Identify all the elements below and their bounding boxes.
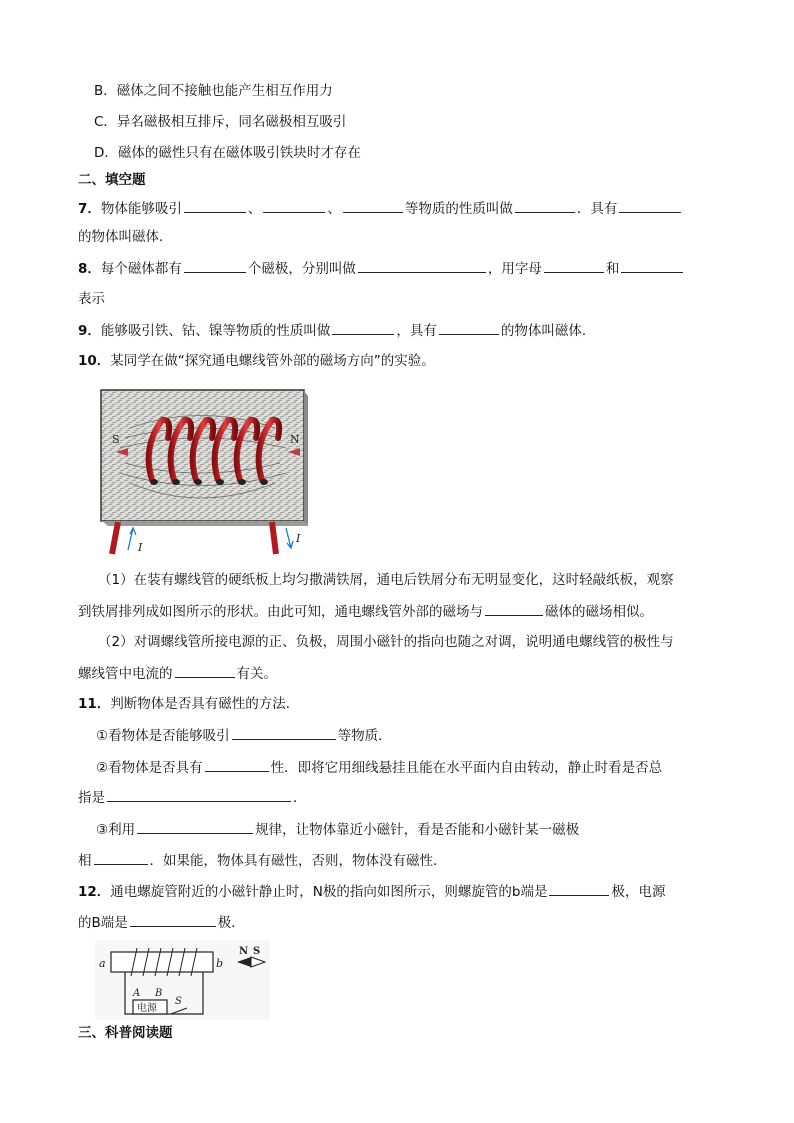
circled-two-icon: ② bbox=[96, 760, 109, 776]
question-text: 极，电源 bbox=[611, 884, 666, 900]
question-text: 判断物体是否具有磁性的方法． bbox=[110, 696, 300, 712]
question-text: 的物体叫磁体． bbox=[500, 323, 596, 339]
answer-blank[interactable] bbox=[205, 757, 269, 772]
question-text: 等物质的性质叫做 bbox=[404, 201, 513, 217]
option-b: B．磁体之间不接触也能产生相互作用力 bbox=[94, 83, 333, 99]
question-number: 8． bbox=[78, 261, 101, 277]
power-supply-label: 电源 bbox=[137, 1003, 157, 1014]
question-7 bbox=[78, 198, 683, 219]
current-label-left: I bbox=[138, 541, 143, 554]
answer-blank[interactable] bbox=[107, 787, 291, 802]
answer-blank[interactable] bbox=[619, 198, 681, 213]
answer-blank[interactable] bbox=[232, 725, 336, 740]
question-number: 12． bbox=[78, 884, 111, 900]
compass-n-label: N bbox=[239, 946, 249, 957]
answer-blank[interactable] bbox=[94, 850, 148, 865]
question-text: 物体能够吸引 bbox=[100, 201, 182, 217]
question-text: 的B端是 bbox=[78, 915, 128, 931]
question-text: 看物体是否具有 bbox=[108, 760, 203, 776]
question-7-cont: 的物体叫磁体． bbox=[78, 229, 173, 245]
answer-blank[interactable] bbox=[515, 198, 575, 213]
question-text: ．具有 bbox=[576, 201, 618, 217]
end-a-label: a bbox=[99, 957, 106, 970]
question-8 bbox=[78, 258, 685, 279]
cardboard-board bbox=[101, 390, 304, 521]
question-10 bbox=[78, 351, 435, 371]
question-10-part2a: （2）对调螺线管所接电源的正、负极，周围小磁针的指向也随之对调，说明通电螺线管的极性与 bbox=[98, 634, 674, 650]
answer-blank[interactable] bbox=[544, 258, 604, 273]
answer-blank[interactable] bbox=[263, 198, 325, 213]
question-number: 9． bbox=[78, 323, 101, 339]
separator: 、 bbox=[247, 201, 262, 217]
question-text: ，用字母 bbox=[487, 261, 542, 277]
question-9 bbox=[78, 320, 595, 341]
question-text: 等物质． bbox=[337, 728, 392, 744]
question-text: 有关。 bbox=[236, 666, 277, 682]
question-text: 个磁极，分别叫做 bbox=[247, 261, 356, 277]
question-text: ，具有 bbox=[396, 323, 437, 339]
question-11-item3-cont bbox=[78, 850, 447, 871]
question-12-cont bbox=[78, 912, 245, 933]
answer-blank[interactable] bbox=[549, 881, 609, 896]
question-number: 10． bbox=[78, 353, 111, 369]
question-number: 7． bbox=[78, 201, 101, 217]
answer-blank[interactable] bbox=[485, 601, 543, 616]
current-arrow-right-icon bbox=[286, 528, 293, 548]
solenoid-circuit-figure bbox=[95, 940, 270, 1020]
circled-three-icon: ③ bbox=[96, 822, 109, 838]
question-text: 性．即将它用细线悬挂且能在水平面内自由转动，静止时看是否总 bbox=[270, 760, 663, 776]
question-10-part2b bbox=[78, 663, 277, 684]
option-d: D．磁体的磁性只有在磁体吸引铁块时才存在 bbox=[94, 145, 361, 161]
question-10-part1a: （1）在装有螺线管的硬纸板上均匀撒满铁屑，通电后铁屑分布无明显变化，这时轻敲纸板，观察 bbox=[98, 572, 674, 588]
lead-wire-right bbox=[272, 522, 276, 554]
circled-one-icon: ① bbox=[96, 728, 109, 744]
question-text: 到铁屑排列成如图所示的形状。由此可知，通电螺线管外部的磁场与 bbox=[78, 604, 483, 620]
question-text: 指是 bbox=[78, 790, 105, 806]
answer-blank[interactable] bbox=[439, 320, 499, 335]
answer-blank[interactable] bbox=[130, 912, 216, 927]
question-text: 磁体的磁场相似。 bbox=[545, 604, 653, 620]
section-heading-reading: 三、科普阅读题 bbox=[78, 1025, 173, 1041]
current-label-right: I bbox=[296, 532, 301, 545]
solenoid-core bbox=[111, 952, 213, 972]
compass-s-label: S bbox=[253, 946, 261, 957]
question-text: 每个磁体都有 bbox=[100, 261, 182, 277]
pole-s-label: S bbox=[112, 433, 120, 446]
answer-blank[interactable] bbox=[175, 663, 235, 678]
solenoid-iron-filings-figure bbox=[100, 388, 312, 556]
answer-blank[interactable] bbox=[137, 819, 253, 834]
question-text: ．如果能，物体具有磁性，否则，物体没有磁性． bbox=[149, 853, 447, 869]
question-11-item2 bbox=[96, 757, 662, 778]
question-text: 规律，让物体靠近小磁针，看是否能和小磁针某一磁极 bbox=[255, 822, 580, 838]
separator: 、 bbox=[327, 201, 341, 217]
question-text: 相 bbox=[78, 853, 92, 869]
terminal-b-label: B bbox=[155, 988, 163, 999]
question-11-item2-cont bbox=[78, 787, 307, 808]
question-11 bbox=[78, 694, 299, 714]
question-text: 通电螺旋管附近的小磁针静止时，N极的指向如图所示，则螺旋管的b端是 bbox=[110, 884, 548, 900]
question-12 bbox=[78, 881, 665, 902]
answer-blank[interactable] bbox=[343, 198, 403, 213]
end-b-label: b bbox=[216, 957, 224, 970]
question-text: 看物体是否能够吸引 bbox=[108, 728, 230, 744]
switch-label: S bbox=[175, 996, 182, 1007]
option-c: C．异名磁极相互排斥，同名磁极相互吸引 bbox=[94, 114, 347, 130]
answer-blank[interactable] bbox=[358, 258, 486, 273]
question-text: 和 bbox=[605, 261, 620, 277]
terminal-a-label: A bbox=[133, 988, 141, 999]
question-number: 11． bbox=[78, 696, 111, 712]
answer-blank[interactable] bbox=[184, 258, 246, 273]
current-arrow-left-icon bbox=[128, 528, 136, 550]
question-text: 能够吸引铁、钴、镍等物质的性质叫做 bbox=[100, 323, 331, 339]
question-text: 某同学在做“探究通电螺线管外部的磁场方向”的实验。 bbox=[110, 353, 435, 369]
section-heading-fill-in: 二、填空题 bbox=[78, 172, 146, 188]
question-11-item1 bbox=[96, 725, 392, 746]
question-10-part1b bbox=[78, 601, 653, 622]
answer-blank[interactable] bbox=[621, 258, 683, 273]
question-text: ． bbox=[293, 790, 307, 806]
lead-wire-left bbox=[112, 522, 118, 554]
answer-blank[interactable] bbox=[332, 320, 394, 335]
question-text: 极． bbox=[217, 915, 245, 931]
question-8-cont: 表示 bbox=[78, 291, 105, 307]
question-text: 利用 bbox=[108, 822, 136, 838]
answer-blank[interactable] bbox=[184, 198, 246, 213]
question-11-item3 bbox=[96, 819, 579, 840]
question-text: 螺线管中电流的 bbox=[78, 666, 173, 682]
pole-n-label: N bbox=[290, 433, 300, 446]
